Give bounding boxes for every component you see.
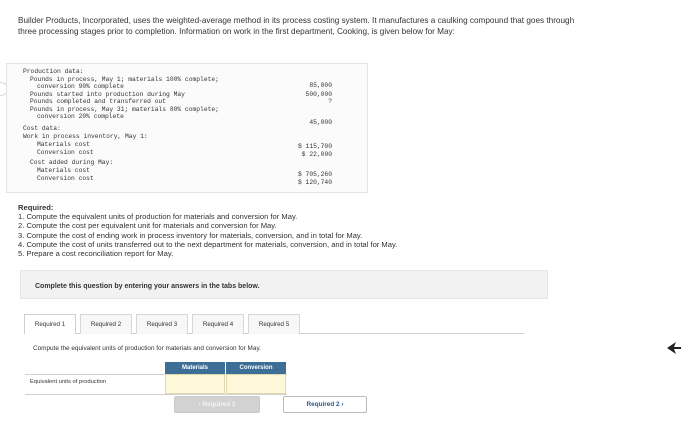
previous-button-label: Required 1 [202,401,236,408]
data-exhibit [6,63,368,193]
data-line-label: conversion 20% complete [37,113,124,120]
conversion-input[interactable] [226,374,286,394]
data-line-label: Pounds completed and transferred out [30,98,167,105]
data-line-value: $ 120,740 [297,179,332,186]
data-line-label: Pounds started into production during May [30,90,185,98]
data-line-value: 85,000 [309,82,332,89]
data-line-value: $ 705,260 [297,171,332,178]
data-line-value: $ 115,700 [297,143,332,150]
tab-bar [24,314,524,334]
chevron-left-icon: ‹ [198,401,203,408]
data-line-label: Conversion cost [37,149,94,156]
instructions-text: Complete this question by entering your answers in the tabs below. [35,283,260,290]
required-section [18,203,518,258]
tab-required-2[interactable]: Required 2 [80,314,132,334]
chevron-right-icon: › [339,401,344,408]
problem-intro: Builder Products, Incorporated, uses the weighted-average method in its process costing system. It manufactures a caulking compound that goes through three processing stages prior to completion. Information on work in the first department, Cooking, is given below for May: [18,16,575,36]
tab-required-5[interactable]: Required 5 [248,314,300,334]
data-line-label: Pounds in process, May 1; materials 100% complete; [30,75,219,83]
table-divider [25,394,287,395]
tab-required-3[interactable]: Required 3 [136,314,188,334]
required-title: Required: [18,203,54,212]
row-label-equivalent-units: Equivalent units of production [30,379,107,385]
required-item: 5. Prepare a cost reconciliation report for May. [18,249,174,259]
data-line-label: Materials cost [37,141,90,148]
data-line-label: Pounds in process, May 31; materials 80% complete; [30,105,219,113]
data-line-label: conversion 90% complete [37,83,124,90]
next-button[interactable] [283,396,367,413]
data-line-value: 45,000 [309,119,332,126]
data-line-value: ? [328,98,332,105]
previous-button[interactable] [174,396,260,413]
mouse-pointer-icon [667,342,681,354]
required-item: 4. Compute the cost of units transferred out to the next department for materials, conversion, and in total for May. [18,239,398,249]
required-item: 1. Compute the equivalent units of production for materials and conversion for May. [18,212,298,222]
data-line-label: Work in process inventory, May 1: [23,133,148,140]
cost-data-title: Cost data: [23,125,61,132]
tab-required-4[interactable]: Required 4 [192,314,244,334]
required-item: 2. Compute the cost per equivalent unit for materials and conversion for May. [18,221,277,231]
question-prompt: Compute the equivalent units of production for materials and conversion for May. [33,345,261,352]
required-item: 3. Compute the cost of ending work in process inventory for materials, conversion, and in total for May. [18,230,363,240]
data-line-label: Materials cost [37,167,90,174]
instructions-panel [20,270,548,299]
next-button-label: Required 2 [306,401,340,408]
column-header-materials: Materials [165,362,225,375]
data-line-value: 500,000 [305,90,332,98]
materials-input[interactable] [165,374,225,394]
production-data-title: Production data: [23,68,84,75]
data-line-value: $ 22,000 [301,151,332,158]
data-line-label: Cost added during May: [30,159,114,166]
column-header-conversion: Conversion [226,362,286,375]
data-line-label: Conversion cost [37,175,94,182]
tab-required-1[interactable]: Required 1 [24,314,76,334]
